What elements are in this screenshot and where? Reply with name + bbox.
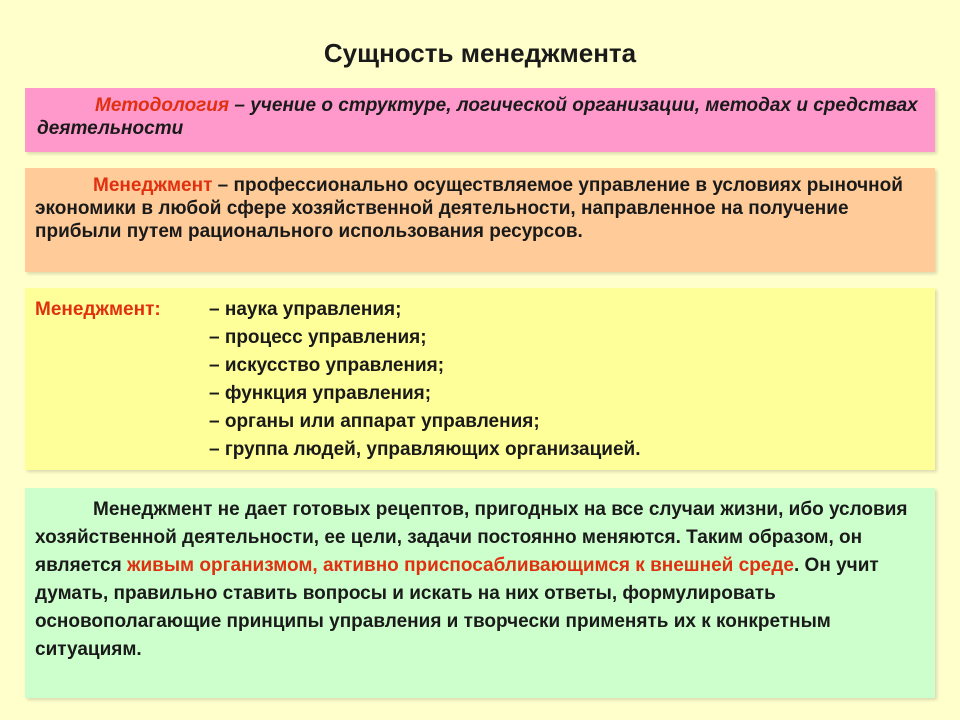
description-text-end: . Он учит думать, правильно ставить вопросы и искать на них ответы, формулировать основополагающие принципы управления и творчески применять их к конкретным ситуациям. xyxy=(35,555,879,660)
meanings-term: Менеджмент: xyxy=(35,299,161,320)
management-term: Менеджмент xyxy=(93,175,213,196)
management-description-box xyxy=(25,488,935,698)
list-item: Менеджмент: – наука управления; xyxy=(35,296,921,324)
list-item: – функция управления; xyxy=(209,383,432,404)
management-meanings-box xyxy=(25,288,935,470)
slide-title: Сущность менеджмента xyxy=(323,38,637,68)
list-item: – органы или аппарат управления; xyxy=(209,411,540,432)
management-text: – профессионально осуществляемое управление в условиях рыночной экономики в любой сфере хозяйственной деятельности, направленное на получение прибыли путем рационального использования ресурсов. xyxy=(35,175,903,242)
description-highlight: живым организмом, активно приспосабливающимся к внешней среде xyxy=(126,555,794,576)
description-text-start: Менеджмент не дает готовых рецептов, пригодных на все случаи жизни, ибо условия хозяйственной деятельности, ее цели, задачи постоянно меняются. Таким образом, он является xyxy=(35,499,908,576)
methodology-text: – учение о структуре, логической организации, методах и средствах деятельности xyxy=(37,95,918,139)
methodology-term: Методология xyxy=(95,95,230,116)
management-definition-box xyxy=(25,168,935,272)
meanings-list xyxy=(35,296,921,464)
methodology-definition-box xyxy=(25,88,935,152)
list-item: – группа людей, управляющих организацией. xyxy=(209,439,641,460)
list-item: – процесс управления; xyxy=(209,327,427,348)
list-item: – искусство управления; xyxy=(209,355,445,376)
